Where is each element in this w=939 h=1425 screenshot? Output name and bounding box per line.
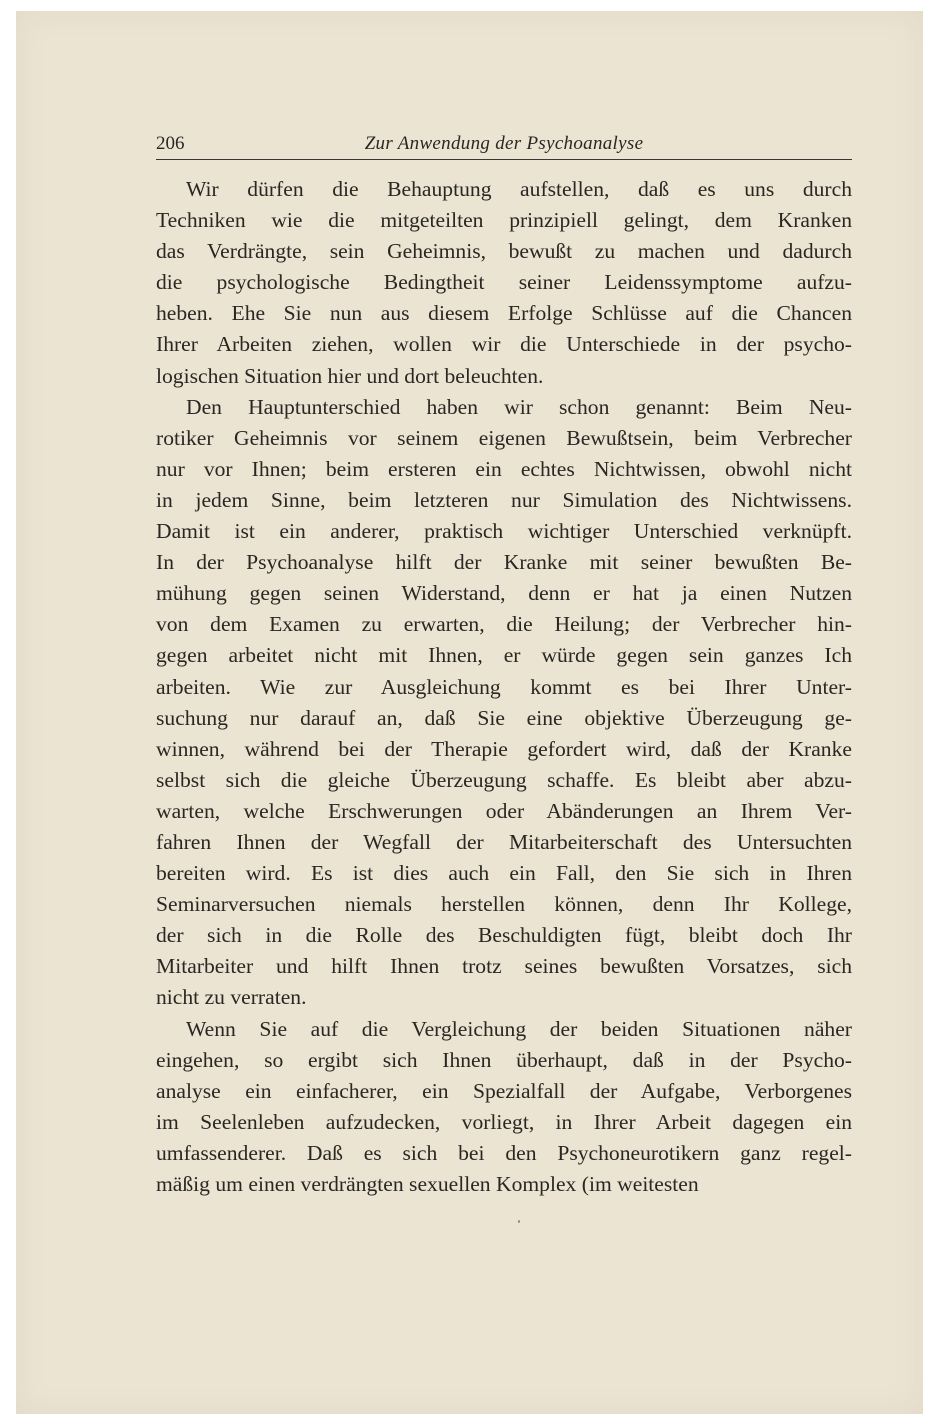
text-line: heben. Ehe Sie nun aus diesem Erfolge Schlüsse auf die Chancen (156, 301, 852, 326)
paragraph (156, 1014, 852, 1201)
text-line: von dem Examen zu erwarten, die Heilung; der Verbrecher hin- (156, 612, 852, 637)
text-line: Wir dürfen die Behauptung aufstellen, daß es uns durch (186, 177, 852, 201)
text-line: logischen Situation hier und dort beleuchten. (156, 363, 544, 388)
page-header (156, 133, 852, 160)
text-line: warten, welche Erschwerungen oder Abänderungen an Ihrem Ver- (156, 798, 852, 823)
text-line: gegen arbeitet nicht mit Ihnen, er würde gegen sein ganzes Ich (156, 643, 852, 668)
text-line: arbeiten. Wie zur Ausgleichung kommt es bei Ihrer Unter- (156, 674, 852, 699)
text-line: Seminarversuchen niemals herstellen können, denn Ihr Kollege, (156, 892, 852, 917)
running-title: Zur Anwendung der Psychoanalyse (364, 133, 644, 154)
text-line: rotiker Geheimnis vor seinem eigenen Bewußtsein, beim Verbrecher (156, 425, 852, 450)
text-line: fahren Ihnen der Wegfall der Mitarbeiterschaft des Untersuchten (156, 829, 852, 854)
text-line: analyse ein einfacherer, ein Spezialfall der Aufgabe, Verborgenes (156, 1078, 852, 1103)
text-line: In der Psychoanalyse hilft der Kranke mit seiner bewußten Be- (156, 550, 852, 575)
body-text (156, 174, 852, 1200)
paragraph (156, 392, 852, 1014)
text-line: suchung nur darauf an, daß Sie eine objektive Überzeugung ge- (156, 705, 852, 730)
text-line: selbst sich die gleiche Überzeugung schaffe. Es bleibt aber abzu- (156, 767, 852, 792)
page-number: 206 (156, 133, 185, 154)
text-line: Den Hauptunterschied haben wir schon genannt: Beim Neu- (186, 394, 852, 419)
text-line: winnen, während bei der Therapie gefordert wird, daß der Kranke (156, 736, 852, 761)
paper-speck (518, 1220, 520, 1223)
text-line: Damit ist ein anderer, praktisch wichtiger Unterschied verknüpft. (156, 519, 852, 544)
text-line: umfassenderer. Daß es sich bei den Psychoneurotikern ganz regel- (156, 1140, 852, 1165)
text-line: in jedem Sinne, beim letzteren nur Simulation des Nichtwissens. (156, 487, 852, 512)
text-line: eingehen, so ergibt sich Ihnen überhaupt, daß in der Psycho- (156, 1047, 852, 1072)
text-line: im Seelenleben aufzudecken, vorliegt, in Ihrer Arbeit dagegen ein (156, 1109, 852, 1134)
text-line: der sich in die Rolle des Beschuldigten fügt, bleibt doch Ihr (156, 923, 852, 948)
text-line: nicht zu verraten. (156, 985, 307, 1010)
text-line: die psychologische Bedingtheit seiner Leidenssymptome aufzu- (156, 270, 852, 295)
text-line: mäßig um einen verdrängten sexuellen Komplex (im weitesten (156, 1172, 699, 1196)
text-line: Ihrer Arbeiten ziehen, wollen wir die Unterschiede in der psycho- (156, 332, 852, 357)
text-line: Wenn Sie auf die Vergleichung der beiden Situationen näher (186, 1016, 852, 1041)
text-line: mühung gegen seinen Widerstand, denn er hat ja einen Nutzen (156, 581, 852, 606)
text-line: bereiten wird. Es ist dies auch ein Fall, den Sie sich in Ihren (156, 861, 852, 886)
text-line: nur vor Ihnen; beim ersteren ein echtes Nichtwissen, obwohl nicht (156, 456, 852, 481)
text-line: das Verdrängte, sein Geheimnis, bewußt zu machen und dadurch (156, 239, 852, 264)
paragraph (156, 174, 852, 392)
text-line: Techniken wie die mitgeteilten prinzipiell gelingt, dem Kranken (156, 208, 852, 233)
text-line: Mitarbeiter und hilft Ihnen trotz seines bewußten Vorsatzes, sich (156, 954, 852, 979)
